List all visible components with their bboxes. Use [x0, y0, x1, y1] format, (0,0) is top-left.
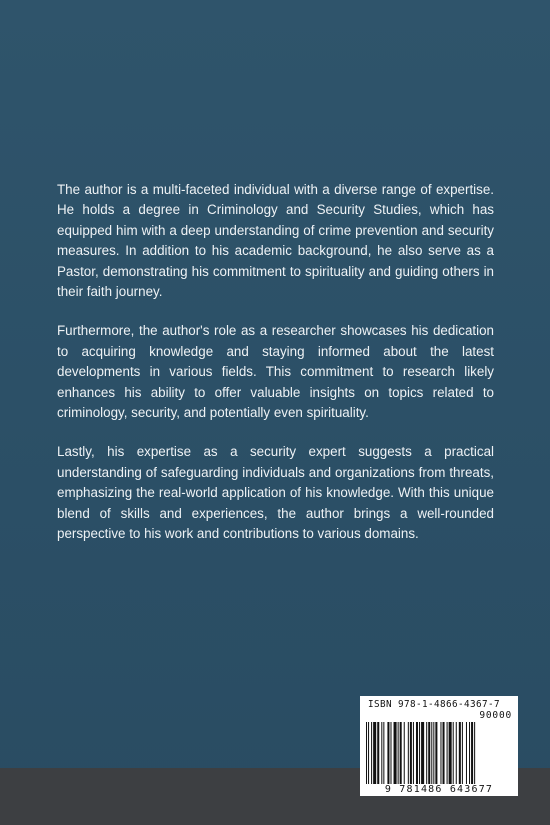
barcode-bar [410, 722, 412, 784]
barcode-bar [368, 722, 369, 784]
barcode-box [360, 696, 518, 796]
barcode-bar [404, 722, 405, 784]
barcode-bar [400, 722, 402, 784]
barcode-bar [474, 722, 475, 784]
barcode-bar [394, 722, 397, 784]
barcode-bar [435, 722, 437, 784]
barcode-bar [459, 722, 461, 784]
barcode-bar [408, 722, 409, 784]
barcode-bars [366, 722, 512, 784]
barcode-bar [447, 722, 448, 784]
barcode-bar [440, 722, 441, 784]
barcode-bar [456, 722, 457, 784]
barcode-bar [419, 722, 420, 784]
barcode-bar [387, 722, 389, 784]
price-code: 90000 [479, 710, 512, 721]
blurb-paragraph-2: Furthermore, the author's role as a researcher showcases his dedication to acquiring knowledge and staying informed about the latest developments in various fields. This commitment to research likely enhances his ability to offer valuable insights on topics related to criminology, security, and potentially even spirituality. [57, 323, 494, 421]
barcode-bar [383, 722, 384, 784]
blurb-paragraph-1: The author is a multi-faceted individual with a diverse range of expertise. He holds a degree in Criminology and Security Studies, which has equipped him with a deep understanding of crime prevention and security measures. In addition to his academic background, he also serve as a Pastor, demonstrating his commitment to spirituality and guiding others in their faith journey. [57, 182, 494, 300]
barcode-bar [471, 722, 473, 784]
barcode-digits: 9 781486 643677 [360, 784, 518, 796]
barcode-bar [416, 722, 418, 784]
barcode-bar [453, 722, 454, 784]
isbn-label: ISBN 978-1-4866-4367-7 [368, 699, 500, 710]
barcode-bar [366, 722, 367, 784]
barcode-bar [421, 722, 424, 784]
blurb-paragraph-3: Lastly, his expertise as a security expert suggests a practical understanding of safeguarding individuals and organizations from threats, emphasizing the real-world application of his knowledge. With this unique blend of skills and experiences, the author brings a well-rounded perspective to his work and contributions to various domains. [57, 444, 494, 542]
barcode-bar [428, 722, 430, 784]
barcode-bar [426, 722, 427, 784]
barcode-bar [469, 722, 470, 784]
barcode-bar [449, 722, 452, 784]
barcode-bar [371, 722, 372, 784]
barcode-bar [390, 722, 391, 784]
barcode-bar [377, 722, 379, 784]
barcode-bar [381, 722, 382, 784]
barcode-bar [431, 722, 432, 784]
barcode-bar [466, 722, 467, 784]
barcode-bar [373, 722, 376, 784]
author-blurb [57, 180, 494, 564]
barcode-bar [413, 722, 414, 784]
barcode-bar [443, 722, 445, 784]
barcode-bar [462, 722, 463, 784]
barcode-bar [433, 722, 434, 784]
barcode-bar [398, 722, 399, 784]
